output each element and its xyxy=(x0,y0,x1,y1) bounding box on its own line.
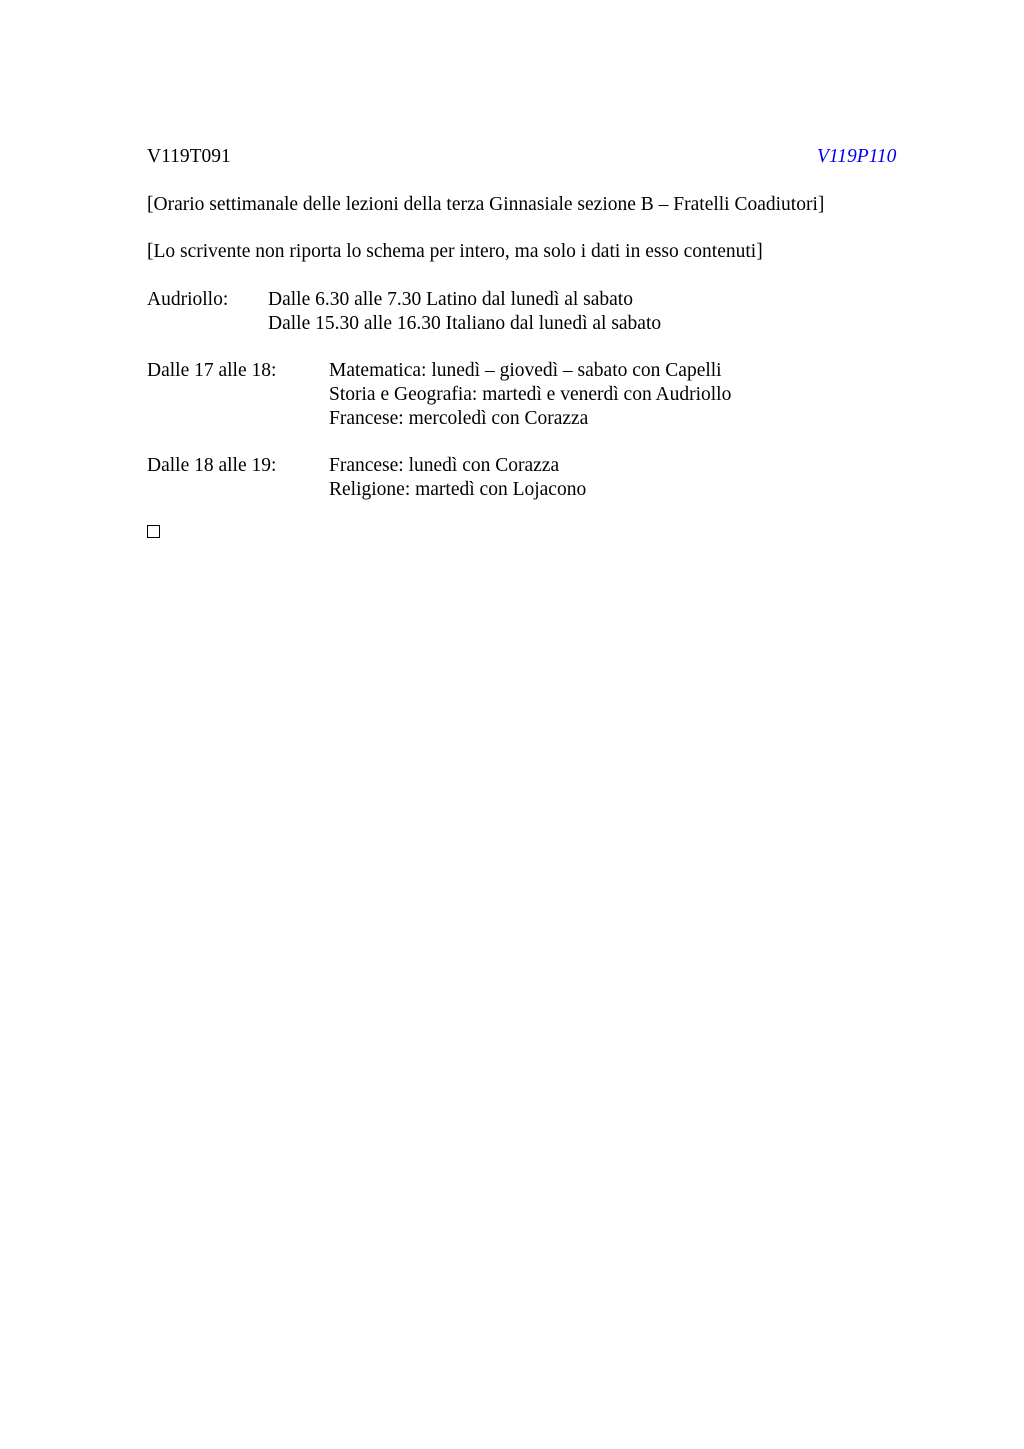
schedule-line: Storia e Geografia: martedì e venerdì con Audriollo xyxy=(329,384,732,405)
schedule-line: Dalle 6.30 alle 7.30 Latino dal lunedì al sabato xyxy=(268,289,633,310)
schedule-label-18-19: Dalle 18 alle 19: xyxy=(147,455,277,476)
schedule-line: Religione: martedì con Lojacono xyxy=(329,479,587,500)
checkbox[interactable] xyxy=(147,525,160,538)
schedule-label-17-18: Dalle 17 alle 18: xyxy=(147,360,277,381)
editorial-note-summary: [Lo scrivente non riporta lo schema per intero, ma solo i dati in esso contenuti] xyxy=(147,241,763,262)
schedule-lines-18-19 xyxy=(329,454,586,502)
editorial-note-title: [Orario settimanale delle lezioni della terza Ginnasiale sezione B – Fratelli Coadiutori] xyxy=(147,194,825,215)
schedule-label-audriollo: Audriollo: xyxy=(147,289,229,310)
schedule-line: Dalle 15.30 alle 16.30 Italiano dal lunedì al sabato xyxy=(268,313,662,334)
schedule-lines-17-18 xyxy=(329,359,731,431)
schedule-line: Francese: lunedì con Corazza xyxy=(329,455,560,476)
schedule-lines-audriollo xyxy=(268,288,661,336)
schedule-line: Matematica: lunedì – giovedì – sabato con Capelli xyxy=(329,360,722,381)
schedule-line: Francese: mercoledì con Corazza xyxy=(329,408,589,429)
document-id: V119T091 xyxy=(147,146,231,167)
reference-link[interactable]: V119P110 xyxy=(817,146,897,167)
